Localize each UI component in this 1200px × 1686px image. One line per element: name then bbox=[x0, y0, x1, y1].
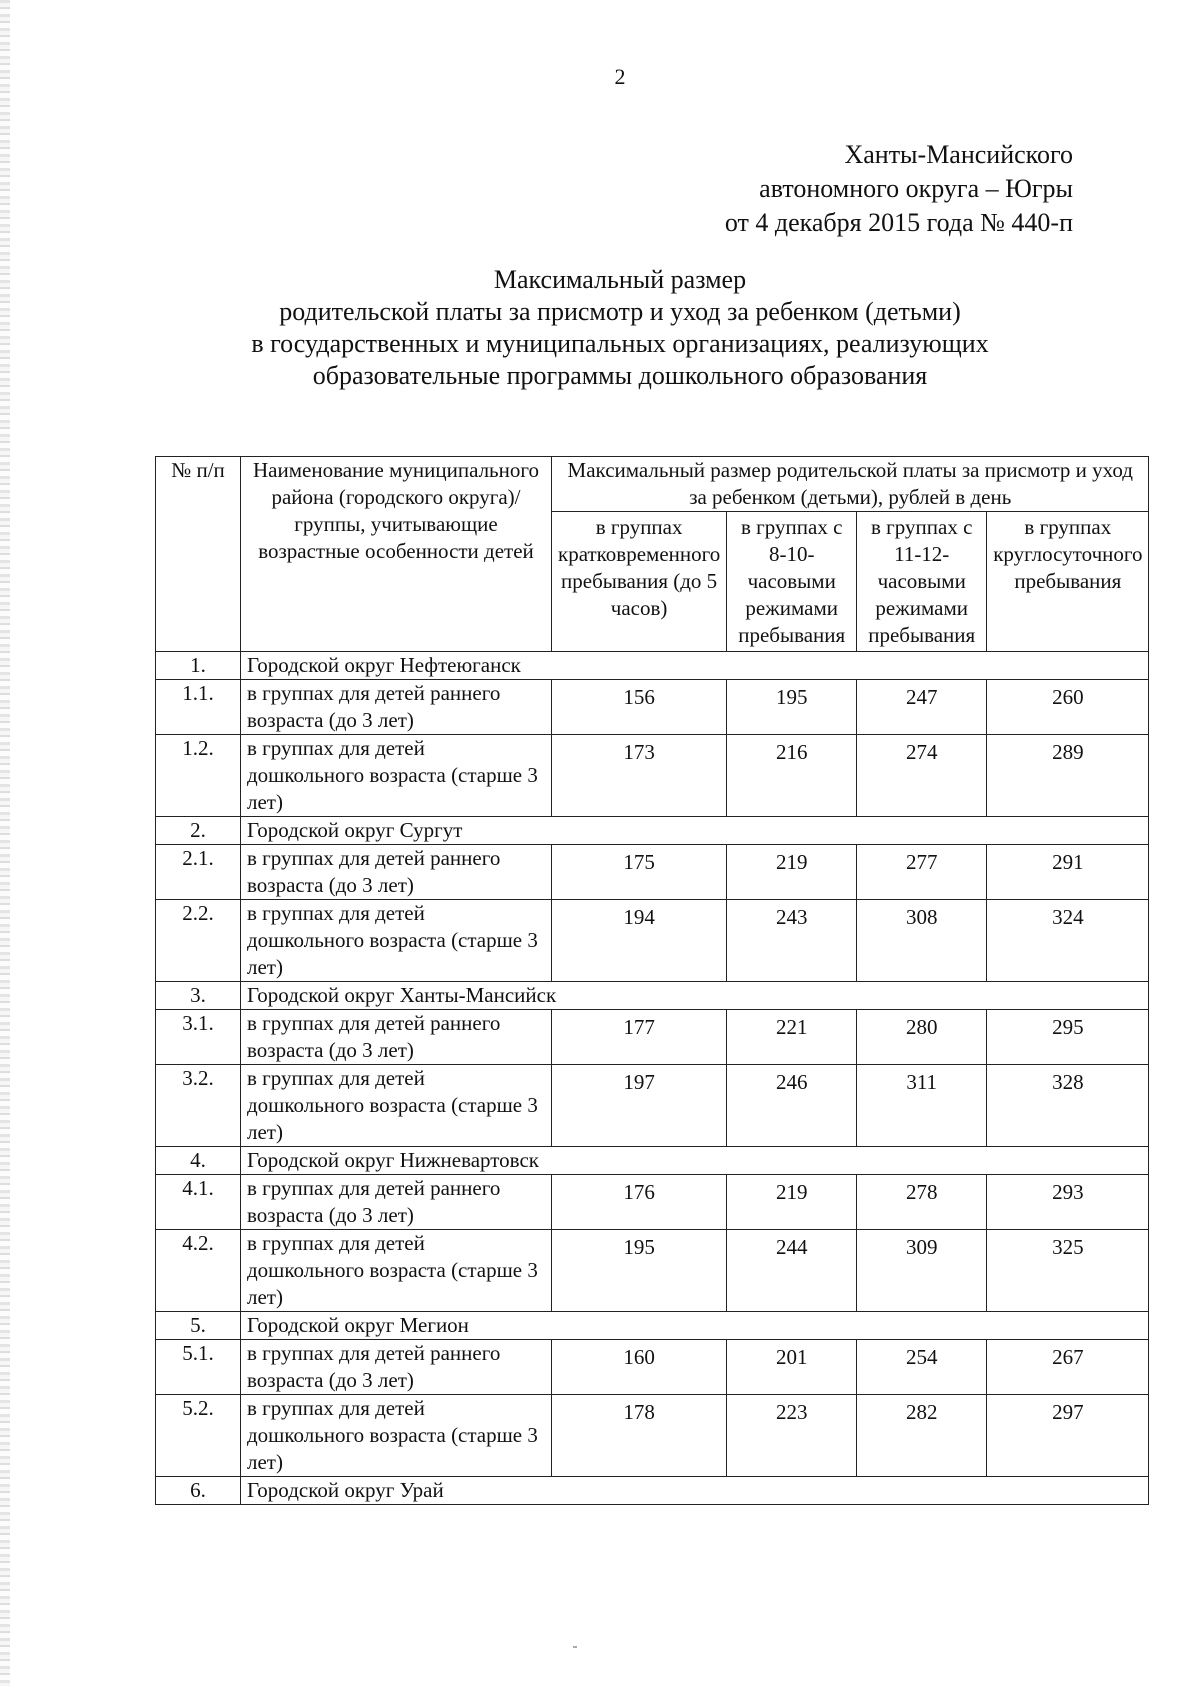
row-value-1: 156 bbox=[552, 680, 727, 735]
section-row bbox=[156, 1147, 1149, 1175]
table-row bbox=[156, 1395, 1149, 1477]
table-row bbox=[156, 900, 1149, 982]
row-num: 5.1. bbox=[156, 1340, 241, 1395]
title-line: Максимальный размер bbox=[493, 265, 747, 294]
row-value-1: 195 bbox=[552, 1230, 727, 1312]
row-num: 3.1. bbox=[156, 1010, 241, 1065]
row-value-3: 308 bbox=[857, 900, 987, 982]
row-name: в группах для детей дошкольного возраста (старше 3 лет) bbox=[241, 1065, 552, 1147]
row-value-2: 223 bbox=[727, 1395, 857, 1477]
header-line: автономного округа – Югры bbox=[759, 174, 1073, 203]
row-num: 4.2. bbox=[156, 1230, 241, 1312]
section-name: Городской округ Ханты-Мансийск bbox=[241, 982, 1149, 1010]
row-value-1: 160 bbox=[552, 1340, 727, 1395]
row-num: 4.1. bbox=[156, 1175, 241, 1230]
section-name: Городской округ Сургут bbox=[241, 817, 1149, 845]
table-row bbox=[156, 735, 1149, 817]
fee-table bbox=[155, 456, 1149, 1505]
section-row bbox=[156, 817, 1149, 845]
row-name: в группах для детей дошкольного возраста (старше 3 лет) bbox=[241, 900, 552, 982]
header-line: от 4 декабря 2015 года № 440-п bbox=[724, 208, 1073, 237]
row-value-3: 311 bbox=[857, 1065, 987, 1147]
row-value-4: 324 bbox=[987, 900, 1149, 982]
table-row bbox=[156, 845, 1149, 900]
section-num: 1. bbox=[156, 652, 241, 680]
table-row bbox=[156, 1175, 1149, 1230]
fee-table-container bbox=[155, 456, 1149, 1505]
section-row bbox=[156, 1312, 1149, 1340]
title-line: родительской платы за присмотр и уход за ребенком (детьми) bbox=[279, 297, 961, 326]
row-value-4: 291 bbox=[987, 845, 1149, 900]
row-value-1: 175 bbox=[552, 845, 727, 900]
table-row bbox=[156, 1340, 1149, 1395]
title-line: образовательные программы дошкольного образования bbox=[312, 361, 928, 390]
section-num: 4. bbox=[156, 1147, 241, 1175]
row-value-4: 328 bbox=[987, 1065, 1149, 1147]
section-name: Городской округ Урай bbox=[241, 1477, 1149, 1505]
row-value-1: 173 bbox=[552, 735, 727, 817]
section-row bbox=[156, 652, 1149, 680]
row-name: в группах для детей раннего возраста (до 3 лет) bbox=[241, 845, 552, 900]
scan-edge-artifact bbox=[0, 0, 10, 1686]
section-name: Городской округ Мегион bbox=[241, 1312, 1149, 1340]
row-value-2: 221 bbox=[727, 1010, 857, 1065]
row-name: в группах для детей раннего возраста (до 3 лет) bbox=[241, 1175, 552, 1230]
row-value-1: 197 bbox=[552, 1065, 727, 1147]
row-value-1: 178 bbox=[552, 1395, 727, 1477]
row-value-2: 243 bbox=[727, 900, 857, 982]
row-num: 1.1. bbox=[156, 680, 241, 735]
row-value-2: 219 bbox=[727, 845, 857, 900]
table-row bbox=[156, 1065, 1149, 1147]
row-value-4: 260 bbox=[987, 680, 1149, 735]
section-row bbox=[156, 1477, 1149, 1505]
row-value-3: 309 bbox=[857, 1230, 987, 1312]
row-num: 5.2. bbox=[156, 1395, 241, 1477]
row-value-2: 219 bbox=[727, 1175, 857, 1230]
row-num: 1.2. bbox=[156, 735, 241, 817]
row-num: 3.2. bbox=[156, 1065, 241, 1147]
section-row bbox=[156, 982, 1149, 1010]
row-value-4: 325 bbox=[987, 1230, 1149, 1312]
row-value-4: 267 bbox=[987, 1340, 1149, 1395]
row-value-4: 295 bbox=[987, 1010, 1149, 1065]
scan-speck bbox=[573, 1646, 577, 1648]
section-num: 2. bbox=[156, 817, 241, 845]
section-name: Городской округ Нижневартовск bbox=[241, 1147, 1149, 1175]
header-num: № п/п bbox=[156, 457, 241, 652]
subheader-11-12h: в группах с 11-12-часовыми режимами пребывания bbox=[857, 512, 987, 652]
row-value-2: 246 bbox=[727, 1065, 857, 1147]
row-value-2: 201 bbox=[727, 1340, 857, 1395]
subheader-short-stay: в группах кратковременного пребывания (до 5 часов) bbox=[552, 512, 727, 652]
row-value-1: 194 bbox=[552, 900, 727, 982]
header-group: Максимальный размер родительской платы за присмотр и уход за ребенком (детьми), рублей в день bbox=[552, 457, 1149, 512]
row-value-4: 289 bbox=[987, 735, 1149, 817]
row-value-3: 278 bbox=[857, 1175, 987, 1230]
title-line: в государственных и муниципальных организациях, реализующих bbox=[251, 329, 989, 358]
subheader-8-10h: в группах с 8-10-часовыми режимами пребывания bbox=[727, 512, 857, 652]
document-header bbox=[725, 138, 1073, 240]
row-name: в группах для детей раннего возраста (до 3 лет) bbox=[241, 1340, 552, 1395]
row-num: 2.1. bbox=[156, 845, 241, 900]
row-value-4: 293 bbox=[987, 1175, 1149, 1230]
table-header-row bbox=[156, 457, 1149, 512]
table-row bbox=[156, 1010, 1149, 1065]
document-title bbox=[0, 264, 1200, 392]
header-name: Наименование муниципального района (городского округа)/группы, учитывающие возрастные особенности детей bbox=[241, 457, 552, 652]
row-value-1: 177 bbox=[552, 1010, 727, 1065]
row-value-3: 280 bbox=[857, 1010, 987, 1065]
header-line: Ханты-Мансийского bbox=[844, 140, 1073, 169]
table-row bbox=[156, 680, 1149, 735]
row-name: в группах для детей раннего возраста (до 3 лет) bbox=[241, 1010, 552, 1065]
row-value-3: 277 bbox=[857, 845, 987, 900]
row-value-3: 254 bbox=[857, 1340, 987, 1395]
row-value-3: 274 bbox=[857, 735, 987, 817]
row-value-2: 216 bbox=[727, 735, 857, 817]
section-num: 3. bbox=[156, 982, 241, 1010]
table-row bbox=[156, 1230, 1149, 1312]
subheader-24h: в группах круглосуточного пребывания bbox=[987, 512, 1149, 652]
section-num: 6. bbox=[156, 1477, 241, 1505]
row-value-4: 297 bbox=[987, 1395, 1149, 1477]
section-num: 5. bbox=[156, 1312, 241, 1340]
row-name: в группах для детей дошкольного возраста (старше 3 лет) bbox=[241, 735, 552, 817]
row-name: в группах для детей раннего возраста (до 3 лет) bbox=[241, 680, 552, 735]
row-name: в группах для детей дошкольного возраста (старше 3 лет) bbox=[241, 1230, 552, 1312]
row-value-2: 244 bbox=[727, 1230, 857, 1312]
row-value-3: 247 bbox=[857, 680, 987, 735]
page-number: 2 bbox=[614, 64, 626, 89]
section-name: Городской округ Нефтеюганск bbox=[241, 652, 1149, 680]
row-value-3: 282 bbox=[857, 1395, 987, 1477]
row-value-1: 176 bbox=[552, 1175, 727, 1230]
row-name: в группах для детей дошкольного возраста (старше 3 лет) bbox=[241, 1395, 552, 1477]
row-value-2: 195 bbox=[727, 680, 857, 735]
row-num: 2.2. bbox=[156, 900, 241, 982]
